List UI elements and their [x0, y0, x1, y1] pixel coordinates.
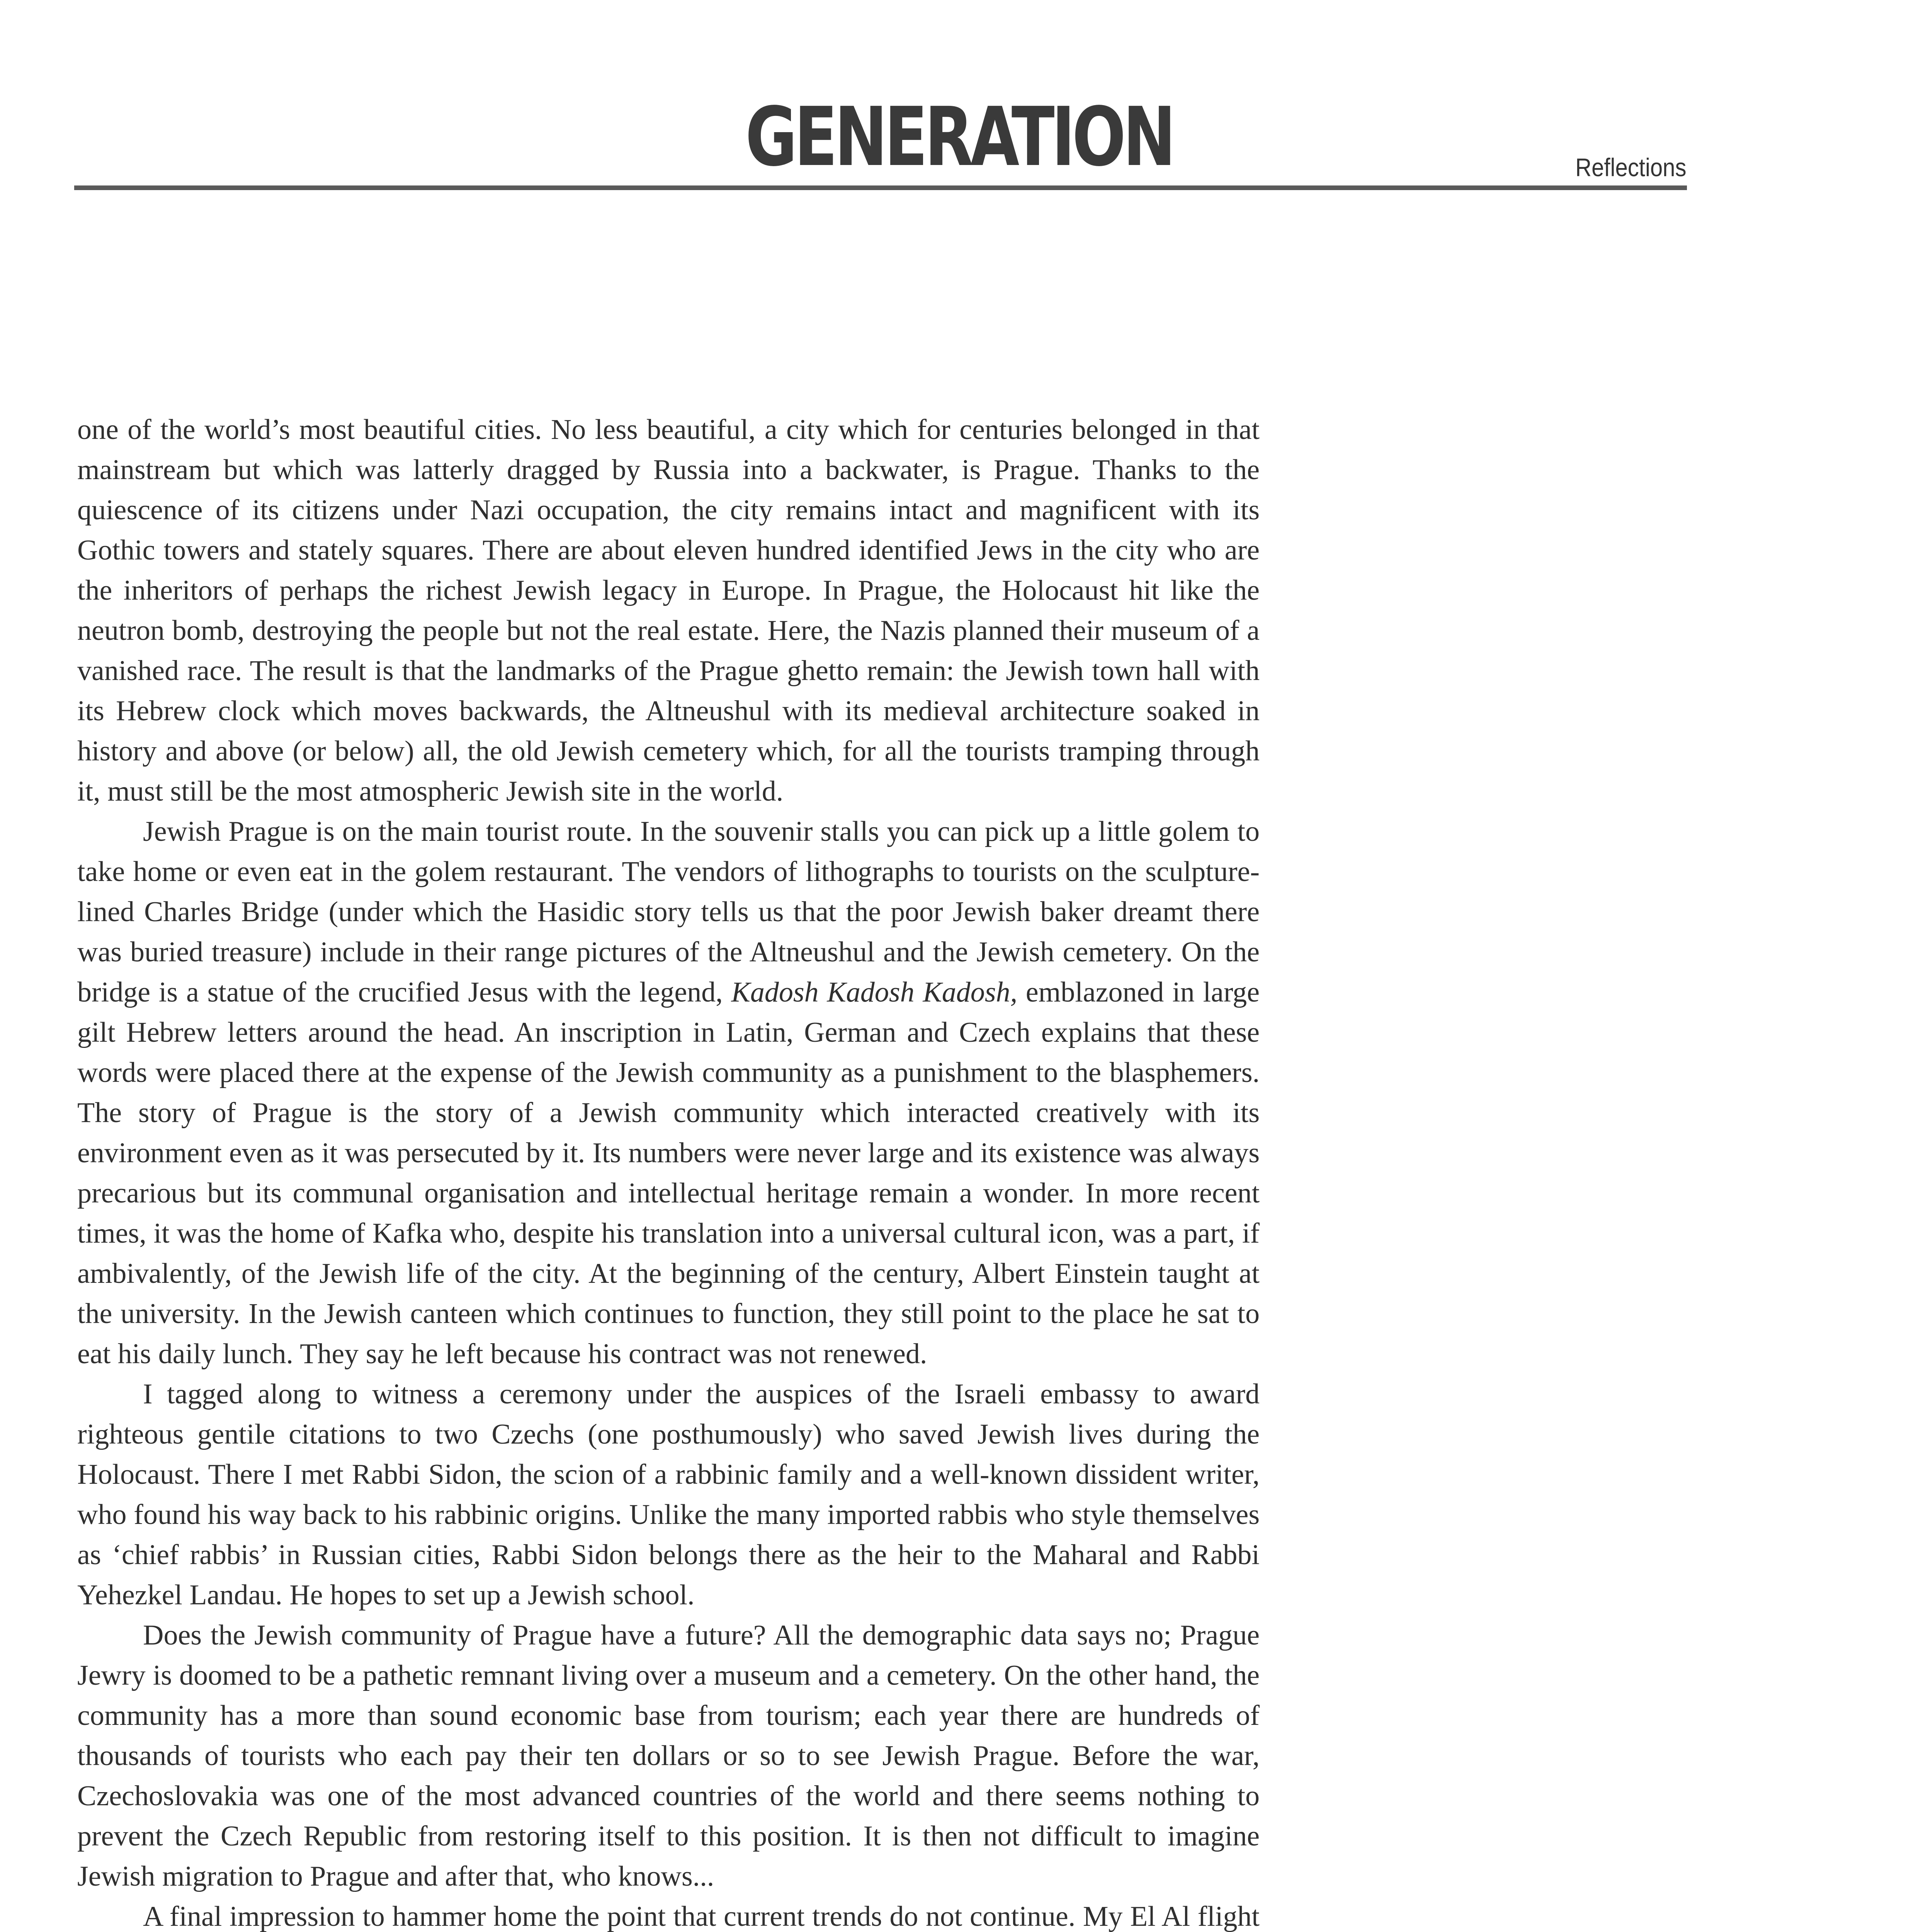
paragraph-2-text-before: Jewish Prague is on the main tourist route. In the souvenir stalls you can pick up a little golem to take home or even eat in the golem restaurant. The vendors of lithographs to tourists on the sculpture-lined Charles Bridge (under which the Hasidic story tells us that the poor Jewish baker dreamt there was buried treasure) include in their range pictures of the Altneushul and the Jewish cemetery. On the bridge is a statue of the crucified Jesus with the legend,	[77, 816, 1260, 1008]
article-paragraph-5: A final impression to hammer home the point that current trends do not continue. My El Al flight	[143, 1901, 1260, 1932]
section-label: Reflections	[1575, 153, 1686, 182]
kadosh-phrase: Kadosh Kadosh Kadosh,	[731, 976, 1018, 1008]
header-rule	[74, 185, 1687, 190]
article-paragraph-3: I tagged along to witness a ceremony under the auspices of the Israeli embassy to award righteous gentile citations to two Czechs (one posthumously) who saved Jewish lives during the Holocaust. There I met Rabbi Sidon, the scion of a rabbinic family and a well-known dissident writer, who found his way back to his rabbinic origins. Unlike the many imported rabbis who style themselves as ‘chief rabbis’ in Russian cities, Rabbi Sidon belongs there as the heir to the Maharal and Rabbi Yehezkel Landau. He hopes to set up a Jewish school.	[77, 1378, 1260, 1611]
paragraph-2-text-after: emblazoned in large gilt Hebrew letters around the head. An inscription in Latin, German and Czech explains that these words were placed there at the expense of the Jewish community as a punishment to the blasphemers. The story of Prague is the story of a Jewish community which interacted creatively with its environment even as it was persecuted by it. Its numbers were never large and its existence was always precarious but its communal organisation and intellectual heritage remain a wonder. In more recent times, it was the home of Kafka who, despite his translation into a universal cultural icon, was a part, if ambivalently, of the Jewish life of the city. At the beginning of the century, Albert Einstein taught at the university. In the Jewish canteen which continues to function, they still point to the place he sat to eat his daily lunch. They say he left because his contract was not renewed.	[77, 976, 1260, 1370]
article-paragraph-2	[77, 811, 1260, 1374]
article-body	[77, 410, 1260, 1932]
publication-title: GENERATION	[745, 90, 1173, 184]
article-paragraph-1: one of the world’s most beautiful cities. No less beautiful, a city which for centuries belonged in that mainstream but which was latterly dragged by Russia into a backwater, is Prague. Thanks to the quiescence of its citizens under Nazi occupation, the city remains intact and magnificent with its Gothic towers and stately squares. There are about eleven hundred identified Jews in the city who are the inheritors of perhaps the richest Jewish legacy in Europe. In Prague, the Holocaust hit like the neutron bomb, destroying the people but not the real estate. Here, the Nazis planned their museum of a vanished race. The result is that the landmarks of the Prague ghetto remain: the Jewish town hall with its Hebrew clock which moves backwards, the Altneushul with its medieval architecture soaked in history and above (or below) all, the old Jewish cemetery which, for all the tourists tramping through it, must still be the most atmospheric Jewish site in the world.	[77, 414, 1260, 807]
article-paragraph-4: Does the Jewish community of Prague have a future? All the demographic data says no; Prague Jewry is doomed to be a pathetic remnant living over a museum and a cemetery. On the other hand, the community has a more than sound economic base from tourism; each year there are hundreds of thousands of tourists who each pay their ten dollars or so to see Jewish Prague. Before the war, Czechoslovakia was one of the most advanced countries of the world and there seems nothing to prevent the Czech Republic from restoring itself to this position. It is then not difficult to imagine Jewish migration to Prague and after that, who knows...	[77, 1619, 1260, 1892]
